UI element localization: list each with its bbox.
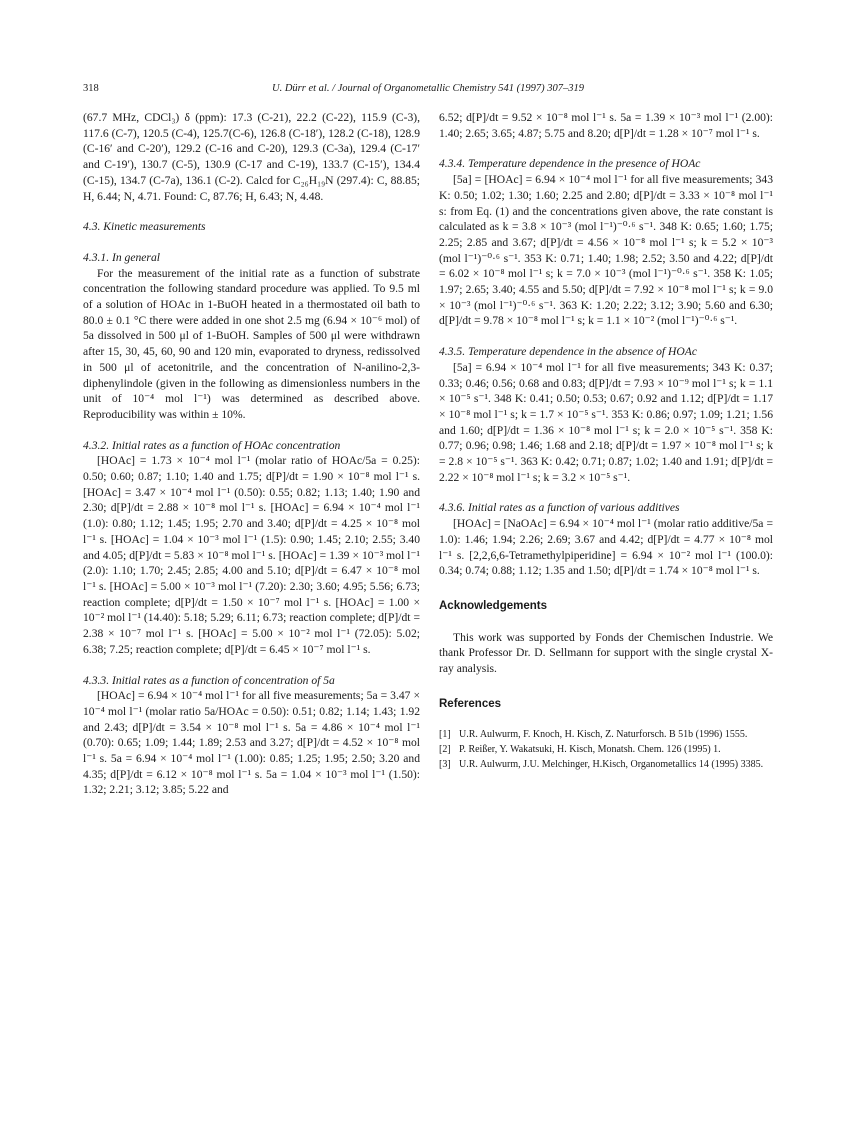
general-paragraph: For the measurement of the initial rate as a function of substrate concentration the following standard procedure was applied. To 9.5 ml of a solution of HOAc in 1-BuOH heated in a thermostated oil bath to 80.0 ± 0.1 °C there were added in one shot 2.5 mg (6.94 × 10⁻⁶ mol) of 5a dissolved in 500 μl of 1-BuOH. Samples of 500 μl were withdrawn after 15, 30, 45, 60, 90 and 120 min, evaporated to dryness, redissolved in 500 μl of acetonitrile, and the concentration of N-anilino-2,3-diphenylindole (given in the following as dimensionless numbers in the unit of 10⁻⁴ mol l⁻¹) was determined as described above. Reproducibility was within ± 10%. xyxy=(83,266,420,421)
nmr-data-paragraph: (67.7 MHz, CDCl₃) δ (ppm): 17.3 (C-21), 22.2 (C-22), 115.9 (C-3), 117.6 (C-7), 120.5 (C-4), 125.7(C-6), 126.8 (C-18′), 128.2 (C-18), 128.9 (C-16′ and C-20′), 129.2 (C-16 and C-20), 129.3 (C-3a), 129.4 (C-17′ and C-19′), 130.7 (C-5), 130.9 (C-17 and C-19), 133.7 (C-15′), 134.4 (C-15), 134.7 (C-7a), 136.1 (C-2). Calcd for C₂₆H₁₉N (297.4): C, 88.85; H, 6.44; N, 4.71. Found: C, 87.76; H, 6.43; N, 4.48. xyxy=(83,111,420,203)
conc-5a-paragraph: [HOAc] = 6.94 × 10⁻⁴ mol l⁻¹ for all five measurements; 5a = 3.47 × 10⁻⁴ mol l⁻¹ (molar ratio 5a/HOAc = 0.50): 0.51; 0.82; 1.14; 1.43; 1.92 and 2.43; d[P]/dt = 3.54 × 10⁻⁸ mol l⁻¹ s. 5a = 4.86 × 10⁻⁴ mol l⁻¹ (0.70): 0.65; 1.09; 1.44; 1.89; 2.53 and 3.27; d[P]/dt = 4.52 × 10⁻⁸ mol l⁻¹ s. 5a = 6.94 × 10⁻⁴ mol l⁻¹ (1.00): 0.85; 1.25; 1.95; 2.50; 3.20 and 4.35; d[P]/dt = 6.12 × 10⁻⁸ mol l⁻¹ s. 5a = 1.04 × 10⁻³ mol l⁻¹ (1.50): 1.32; 2.21; 3.12; 3.85; 5.22 and xyxy=(83,689,420,797)
subsection-heading-temp-no-hoac: 4.3.5. Temperature dependence in the absence of HOAc xyxy=(439,345,697,359)
section-heading-kinetic: 4.3. Kinetic measurements xyxy=(83,220,206,234)
reference-item xyxy=(439,758,773,771)
journal-citation: U. Dürr et al. / Journal of Organometallic Chemistry 541 (1997) 307–319 xyxy=(272,83,584,94)
temp-hoac-paragraph: [5a] = [HOAc] = 6.94 × 10⁻⁴ mol l⁻¹ for all five measurements; 343 K: 0.50; 1.02; 1.30; 1.60; 2.25 and 2.80; d[P]/dt = 3.33 × 10⁻⁸ mol l⁻¹ s: from Eq. (1) and the concentrations given above, the rate constant is calculated as k = 3.8 × 10⁻³ (mol l⁻¹)⁻⁰·⁶ s⁻¹. 348 K: 0.65; 1.60; 1.75; 2.25; 2.85 and 3.67; d[P]/dt = 4.56 × 10⁻⁸ mol l⁻¹ s; k = 5.2 × 10⁻³ (mol l⁻¹)⁻⁰·⁶ s⁻¹. 353 K: 0.71; 1.40; 1.98; 2.52; 3.50 and 4.22; d[P]/dt = 6.02 × 10⁻⁸ mol l⁻¹ s; k = 7.0 × 10⁻³ (mol l⁻¹)⁻⁰·⁶ s⁻¹. 358 K: 1.05; 1.97; 2.65; 3.40; 4.55 and 5.50; d[P]/dt = 7.92 × 10⁻⁸ mol l⁻¹ s; k = 9.0 × 10⁻³ (mol l⁻¹)⁻⁰·⁶ s⁻¹. 363 K: 1.20; 2.22; 3.12; 3.90; 5.60 and 6.30; d[P]/dt = 9.78 × 10⁻⁸ mol l⁻¹ s; k = 1.1 × 10⁻² (mol l⁻¹)⁻⁰·⁶ s⁻¹. xyxy=(439,173,773,328)
left-column xyxy=(83,110,420,798)
reference-item xyxy=(439,743,773,756)
temp-no-hoac-paragraph: [5a] = 6.94 × 10⁻⁴ mol l⁻¹ for all five measurements; 343 K: 0.37; 0.33; 0.46; 0.56; 0.68 and 0.83; d[P]/dt = 7.93 × 10⁻⁹ mol l⁻¹ s; k = 1.1 × 10⁻⁵ s⁻¹. 348 K: 0.41; 0.50; 0.53; 0.67; 0.92 and 1.12; d[P]/dt = 1.17 × 10⁻⁸ mol l⁻¹ s; k = 1.7 × 10⁻⁵ s⁻¹. 353 K: 0.86; 0.97; 1.09; 1.21; 1.56 and 1.60; d[P]/dt = 1.36 × 10⁻⁸ mol l⁻¹ s; k = 2.0 × 10⁻⁵ s⁻¹. 358 K: 0.77; 0.96; 0.98; 1.46; 1.68 and 2.18; d[P]/dt = 1.97 × 10⁻⁸ mol l⁻¹ s; k = 2.8 × 10⁻⁵ s⁻¹. 363 K: 0.42; 0.71; 0.87; 1.02; 1.40 and 1.91; d[P]/dt = 2.22 × 10⁻⁸ mol l⁻¹ s; k = 3.2 × 10⁻⁵ s⁻¹. xyxy=(439,360,773,484)
subsection-heading-additives: 4.3.6. Initial rates as a function of various additives xyxy=(439,501,680,515)
hoac-paragraph: [HOAc] = 1.73 × 10⁻⁴ mol l⁻¹ (molar ratio of HOAc/5a = 0.25): 0.50; 0.60; 0.87; 1.10; 1.40 and 1.75; d[P]/dt = 1.90 × 10⁻⁸ mol l⁻¹ s. [HOAc] = 3.47 × 10⁻⁴ mol l⁻¹ (0.50): 0.55; 0.82; 1.13; 1.40; 1.90 and 2.30; d[P]/dt = 2.88 × 10⁻⁸ mol l⁻¹ s. [HOAc] = 6.94 × 10⁻⁴ mol l⁻¹ (1.0): 0.80; 1.12; 1.45; 1.95; 2.70 and 3.40; d[P]/dt = 4.25 × 10⁻⁸ mol l⁻¹ s. [HOAc] = 1.04 × 10⁻³ mol l⁻¹ (1.5): 0.90; 1.45; 2.10; 2.55; 3.40 and 4.05; d[P]/dt = 5.83 × 10⁻⁸ mol l⁻¹ s. [HOAc] = 1.39 × 10⁻³ mol l⁻¹ (2.0): 1.10; 1.70; 2.45; 2.85; 4.00 and 5.10; d[P]/dt = 6.47 × 10⁻⁸ mol l⁻¹ s. [HOAc] = 5.00 × 10⁻³ mol l⁻¹ (7.20): 2.30; 3.60; 4.95; 5.56; 6.73; reaction complete; d[P]/dt = 1.50 × 10⁻⁷ mol l⁻¹ s. [HOAc] = 1.00 × 10⁻² mol l⁻¹ (14.40): 5.18; 5.29; 6.11; 6.73; reaction complete; d[P]/dt = 2.38 × 10⁻⁷ mol l⁻¹ s. [HOAc] = 5.00 × 10⁻² mol l⁻¹ (72.05): 5.02; 6.38; 7.25; reaction complete; d[P]/dt = 6.45 × 10⁻⁷ mol l⁻¹ s. xyxy=(83,454,420,656)
references-heading: References xyxy=(439,697,502,710)
acknowledgements-heading: Acknowledgements xyxy=(439,599,547,612)
reference-number: [2] xyxy=(439,743,451,755)
subsection-heading-hoac: 4.3.2. Initial rates as a function of HOAc concentration xyxy=(83,438,341,452)
continued-paragraph: 6.52; d[P]/dt = 9.52 × 10⁻⁸ mol l⁻¹ s. 5a = 1.39 × 10⁻³ mol l⁻¹ (2.00): 1.40; 2.65; 3.65; 4.87; 5.75 and 8.20; d[P]/dt = 1.28 × 10⁻⁷ mol l⁻¹ s. xyxy=(439,111,773,140)
acknowledgements-paragraph: This work was supported by Fonds der Chemischen Industrie. We thank Professor Dr. D. Sellmann for support with the single crystal X-ray analysis. xyxy=(439,630,773,676)
subsection-heading-5a: 4.3.3. Initial rates as a function of concentration of 5a xyxy=(83,673,335,687)
reference-text: P. Reißer, Y. Wakatsuki, H. Kisch, Monatsh. Chem. 126 (1995) 1. xyxy=(459,743,721,755)
page-number: 318 xyxy=(83,83,99,94)
right-column xyxy=(439,110,773,773)
reference-item xyxy=(439,728,773,741)
subsection-heading-general: 4.3.1. In general xyxy=(83,250,160,264)
additives-paragraph: [HOAc] = [NaOAc] = 6.94 × 10⁻⁴ mol l⁻¹ (molar ratio additive/5a = 1.0): 1.46; 1.94; 2.26; 2.69; 3.67 and 4.42; d[P]/dt = 4.77 × 10⁻⁸ mol l⁻¹ s. [2,2,6,6-Tetramethylpiperidine] = 6.94 × 10⁻² mol l⁻¹ (100.0): 0.34; 0.74; 0.88; 1.12; 1.35 and 1.50; d[P]/dt = 1.74 × 10⁻⁸ mol l⁻¹ s. xyxy=(439,517,773,578)
reference-text: U.R. Aulwurm, F. Knoch, H. Kisch, Z. Naturforsch. B 51b (1996) 1555. xyxy=(459,728,748,740)
reference-number: [1] xyxy=(439,728,451,740)
reference-list xyxy=(439,728,773,771)
reference-number: [3] xyxy=(439,758,451,770)
subsection-heading-temp-hoac: 4.3.4. Temperature dependence in the presence of HOAc xyxy=(439,157,701,171)
reference-text: U.R. Aulwurm, J.U. Melchinger, H.Kisch, Organometallics 14 (1995) 3385. xyxy=(459,758,764,770)
